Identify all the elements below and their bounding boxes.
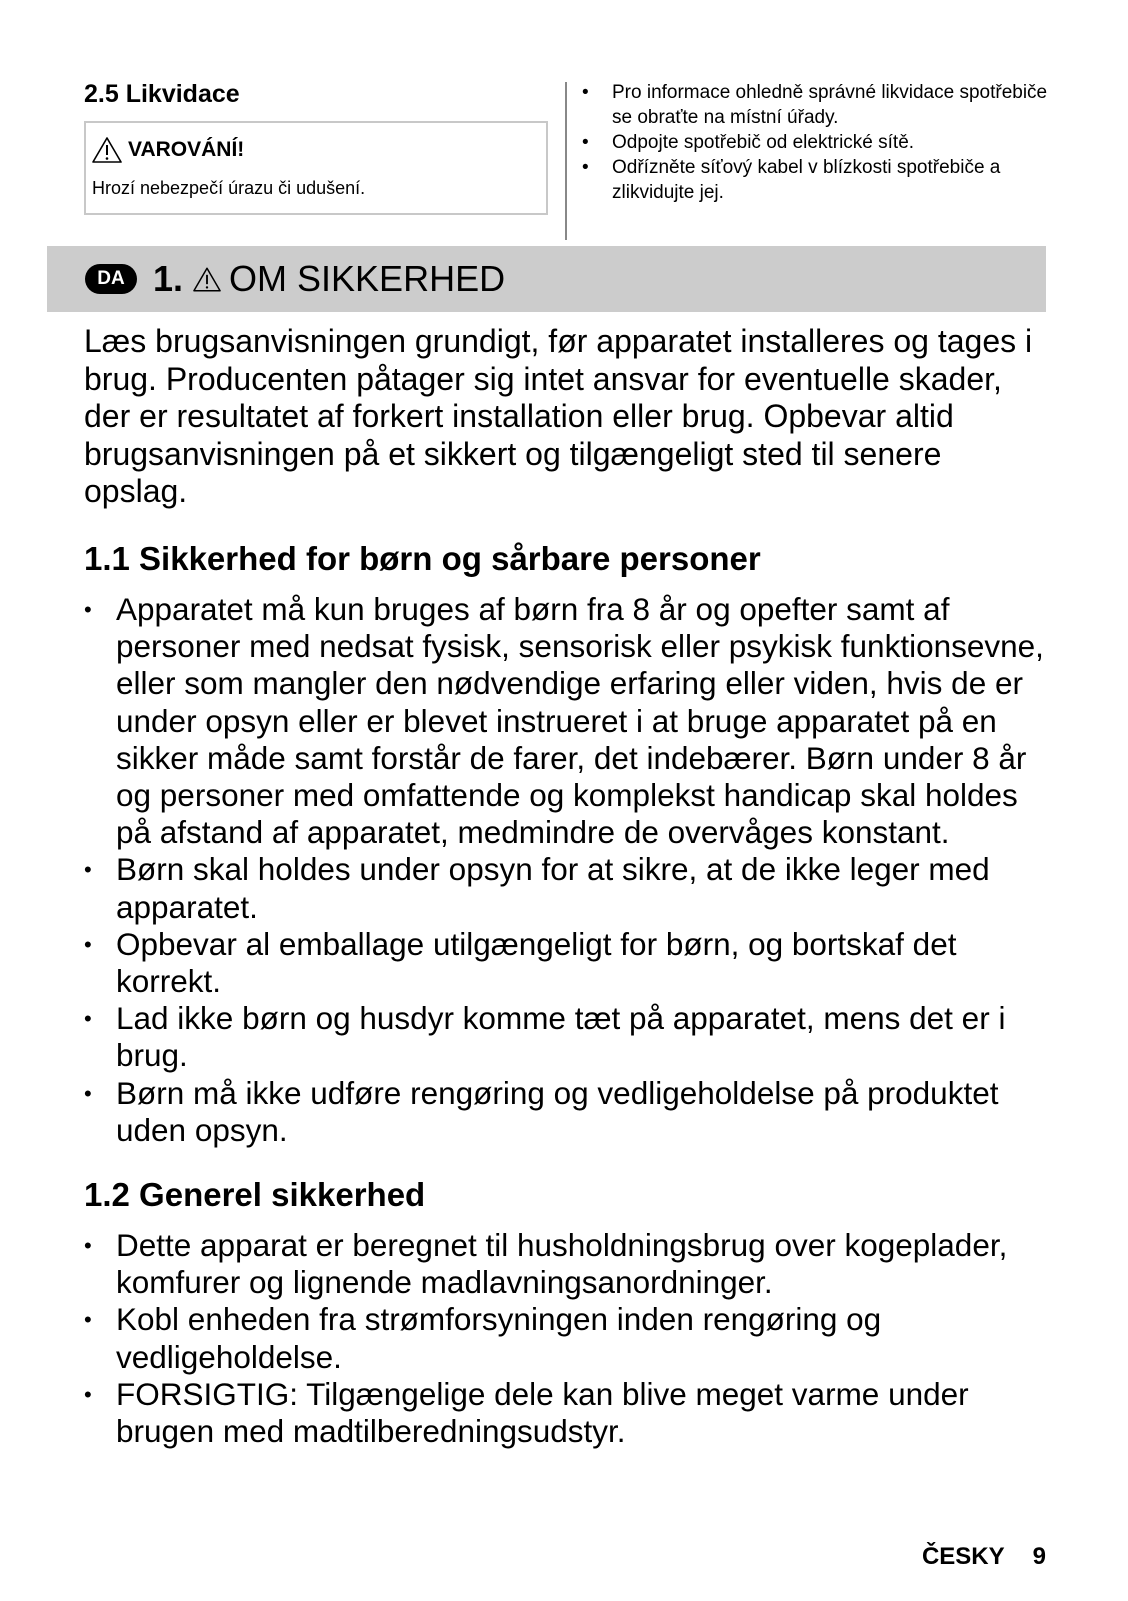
warning-text: Hrozí nebezpečí úrazu či udušení.	[92, 178, 366, 198]
general-safety-list	[84, 1227, 1044, 1450]
warning-box	[84, 121, 548, 215]
list-item: • Børn må ikke udføre rengøring og vedligeholdelse på produktet uden opsyn.	[84, 1075, 1044, 1149]
children-safety-list	[84, 591, 1044, 1149]
warning-icon	[92, 137, 122, 163]
warning-icon	[193, 267, 221, 292]
list-item: • Odřízněte síťový kabel v blízkosti spotřebiče a zlikvidujte jej.	[578, 155, 1058, 205]
disposal-steps	[578, 80, 1058, 205]
section-number: 1.	[153, 258, 184, 299]
intro-paragraph: Læs brugsanvisningen grundigt, før apparatet installeres og tages i brug. Producenten påtager sig intet ansvar for eventuelle skader, der er resultatet af forkert installation eller brug. Opbevar altid brugsanvisningen på et sikkert og tilgængeligt sted til senere opslag.	[84, 323, 1033, 510]
list-item: • Pro informace ohledně správné likvidace spotřebiče se obraťte na místní úřady.	[578, 80, 1058, 130]
section-header-bar	[47, 246, 1046, 312]
page-number: 9	[1032, 1543, 1046, 1570]
warning-title-row	[92, 135, 546, 165]
section-title	[153, 258, 505, 300]
language-badge: DA	[85, 264, 137, 294]
disposal-section	[84, 78, 554, 215]
list-item: • Lad ikke børn og husdyr komme tæt på apparatet, mens det er i brug.	[84, 1000, 1044, 1074]
footer-language: ČESKY	[921, 1543, 1005, 1570]
main-content	[84, 323, 1044, 1450]
list-item: • Odpojte spotřebič od elektrické sítě.	[578, 130, 1058, 155]
column-divider	[565, 82, 567, 240]
warning-title: VAROVÁNÍ!	[128, 138, 245, 161]
general-safety-heading: 1.2 Generel sikkerhed	[84, 1176, 426, 1214]
page-footer	[922, 1543, 1046, 1571]
list-item: • Børn skal holdes under opsyn for at sikre, at de ikke leger med apparatet.	[84, 851, 1044, 925]
list-item: • FORSIGTIG: Tilgængelige dele kan blive meget varme under brugen med madtilberedningsudstyr.	[84, 1376, 1044, 1450]
disposal-heading: 2.5 Likvidace	[84, 80, 240, 108]
children-safety-heading: 1.1 Sikkerhed for børn og sårbare personer	[84, 539, 761, 577]
list-item: • Apparatet må kun bruges af børn fra 8 år og opefter samt af personer med nedsat fysisk, sensorisk eller psykisk funktionsevne, eller som mangler den nødvendige erfaring eller viden, hvis de er under opsyn eller er blevet instrueret i at bruge apparatet på en sikker måde samt forstår de farer, det indebærer. Børn under 8 år og personer med omfattende og komplekst handicap skal holdes på afstand af apparatet, medmindre de overvåges konstant.	[84, 591, 1044, 851]
section-title-text: OM SIKKERHED	[229, 258, 506, 299]
list-item: • Opbevar al emballage utilgængeligt for børn, og bortskaf det korrekt.	[84, 926, 1044, 1000]
list-item: • Dette apparat er beregnet til husholdningsbrug over kogeplader, komfurer og lignende madlavningsanordninger.	[84, 1227, 1044, 1301]
list-item: • Kobl enheden fra strømforsyningen inden rengøring og vedligeholdelse.	[84, 1301, 1044, 1375]
